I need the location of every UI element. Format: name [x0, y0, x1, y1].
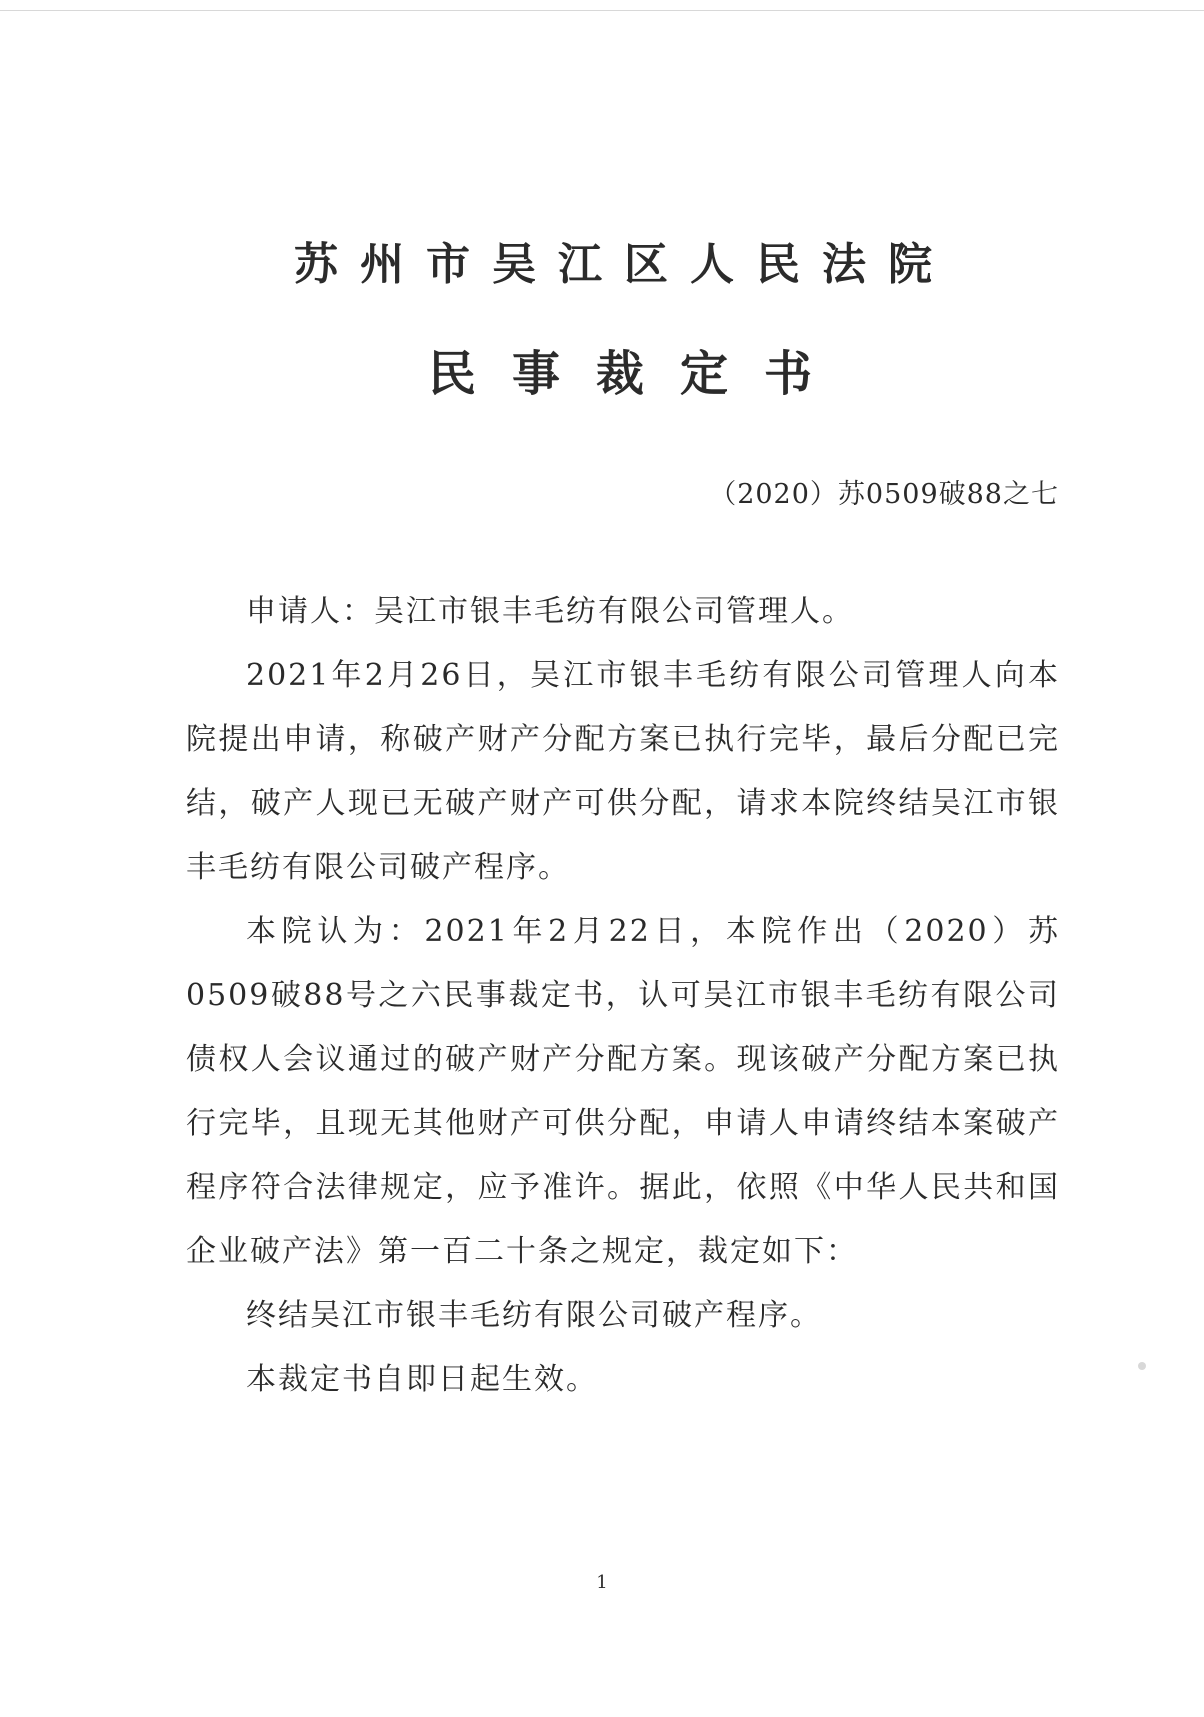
- effective-date-paragraph: 本裁定书自即日起生效。: [246, 1362, 598, 1397]
- application-paragraph: 2021年2月26日，吴江市银丰毛纺有限公司管理人向本院提出申请，称破产财产分配方案已执行完毕，最后分配已完结，破产人现已无破产财产可供分配，请求本院终结吴江市银丰毛纺有限公司破产程序。: [186, 658, 1060, 885]
- ruling-paragraph: 终结吴江市银丰毛纺有限公司破产程序。: [246, 1298, 822, 1333]
- scan-speck: [1138, 1362, 1146, 1370]
- court-opinion-paragraph: 本院认为：2021年2月22日，本院作出（2020）苏0509破88号之六民事裁定书，认可吴江市银丰毛纺有限公司债权人会议通过的破产财产分配方案。现该破产分配方案已执行完毕，且现无其他财产可供分配，申请人申请终结本案破产程序符合法律规定，应予准许。据此，依照《中华人民共和国企业破产法》第一百二十条之规定，裁定如下：: [186, 914, 1060, 1269]
- page-number: 1: [596, 1572, 608, 1593]
- case-number: （2020）苏0509破88之七: [709, 479, 1059, 510]
- ruling-body: [186, 580, 1060, 1412]
- document-title: 民事裁定书: [427, 346, 848, 402]
- applicant-paragraph: 申请人：吴江市银丰毛纺有限公司管理人。: [246, 594, 854, 629]
- court-name: 苏州市吴江区人民法院: [294, 239, 954, 290]
- scan-top-edge: [0, 10, 1204, 11]
